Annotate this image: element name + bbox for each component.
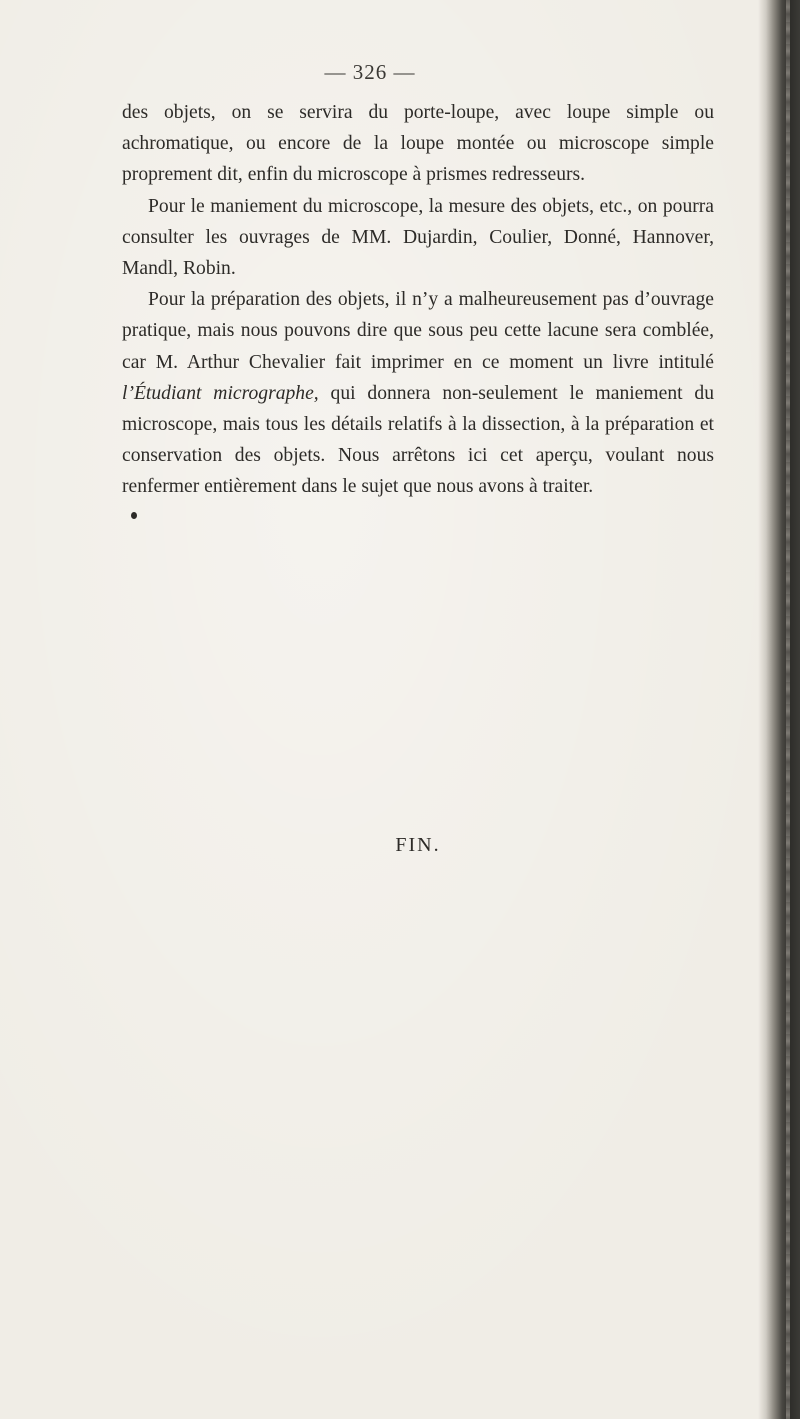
- ink-speck: [131, 512, 137, 519]
- page-edge-shadow: [758, 0, 800, 1419]
- body-text: [122, 97, 714, 503]
- book-title-italic: l’Étudiant micrographe,: [122, 382, 319, 404]
- page-edge-texture: [786, 0, 790, 1419]
- paragraph-2: Pour le maniement du microscope, la mesure des objets, etc., on pourra consulter les ouvrages de MM. Dujardin, Coulier, Donné, Hannover, Mandl, Robin.: [122, 195, 714, 280]
- end-mark: FIN.: [395, 834, 441, 856]
- paragraph-3-start: Pour la préparation des objets, il n’y a malheureusement pas d’ouvrage pratique, mais nous pouvons dire que sous peu cette lacune sera comblée, car M. Arthur Chevalier fait imprimer en ce moment un livre intitulé: [122, 289, 714, 373]
- paragraph-3-end: qui donnera non-seulement le maniement du microscope, mais tous les détails relatifs à la dissection, à la préparation et conservation des objets. Nous arrêtons ici cet aperçu, voulant nous renfermer entièrement dans le sujet que nous avons à traiter.: [122, 382, 714, 498]
- paragraph-1: des objets, on se servira du porte-loupe, avec loupe simple ou achromatique, ou encore de la loupe montée ou microscope simple proprement dit, enfin du microscope à prismes redresseurs.: [122, 102, 714, 186]
- page-number: — 326 —: [324, 60, 416, 84]
- paragraph-3: [122, 284, 714, 502]
